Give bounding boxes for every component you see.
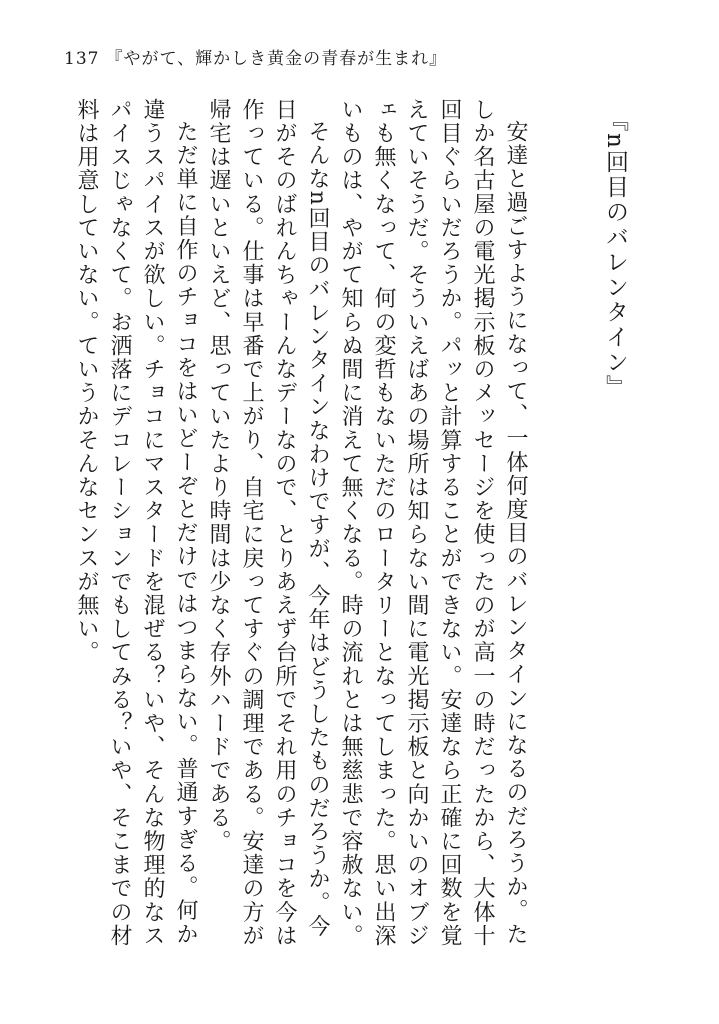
paragraph: 安達と過ごすようになって、一体何度目のバレンタインになるのだろうか。たしか名古屋の電光掲示板のメッセージを使ったのが高一の時だったから、大体十回目ぐらいだろうか。パッと計算することができない。安達なら正確に回数を覚えていそうだ。そういえばあの場所は知らない間に電光掲示板と向かいのオブジェも無くなって、何の変哲もないただのロータリーとなってしまった。思い出深いものは、やがて知らぬ間に消えて無くなる。時の流れとは無慈悲で容赦ない。 <box>338 98 528 948</box>
paragraph: そんなn回目のバレンタインなわけですが、今年はどうしたものだろうか。今日がそのばれんちゃーんなデーなので、とりあえず台所でそれ用のチョコを今は作っている。仕事は早番で上がり、自宅に戻ってすぐの調理である。安達の方が帰宅は遅いといえど、思っていたより時間は少なく存外ハードである。 <box>206 98 330 948</box>
page-number: 137 <box>64 49 100 69</box>
vertical-text-body <box>70 98 631 958</box>
running-header <box>64 44 447 69</box>
paragraph: ただ単に自作のチョコをはいどーぞとだけではつまらない。普通すぎる。何か違うスパイスが欲しい。チョコにマスタードを混ぜる？いや、そんな物理的なスパイスじゃなくて。お洒落にデコレーションでもしてみる？いや、そこまでの材料は用意していない。ていうかそんなセンスが無い。 <box>74 98 198 948</box>
chapter-title: 『n回目のバレンタイン』 <box>602 108 628 400</box>
book-title: 『やがて、輝かしき黄金の青春が生まれ』 <box>105 49 448 69</box>
